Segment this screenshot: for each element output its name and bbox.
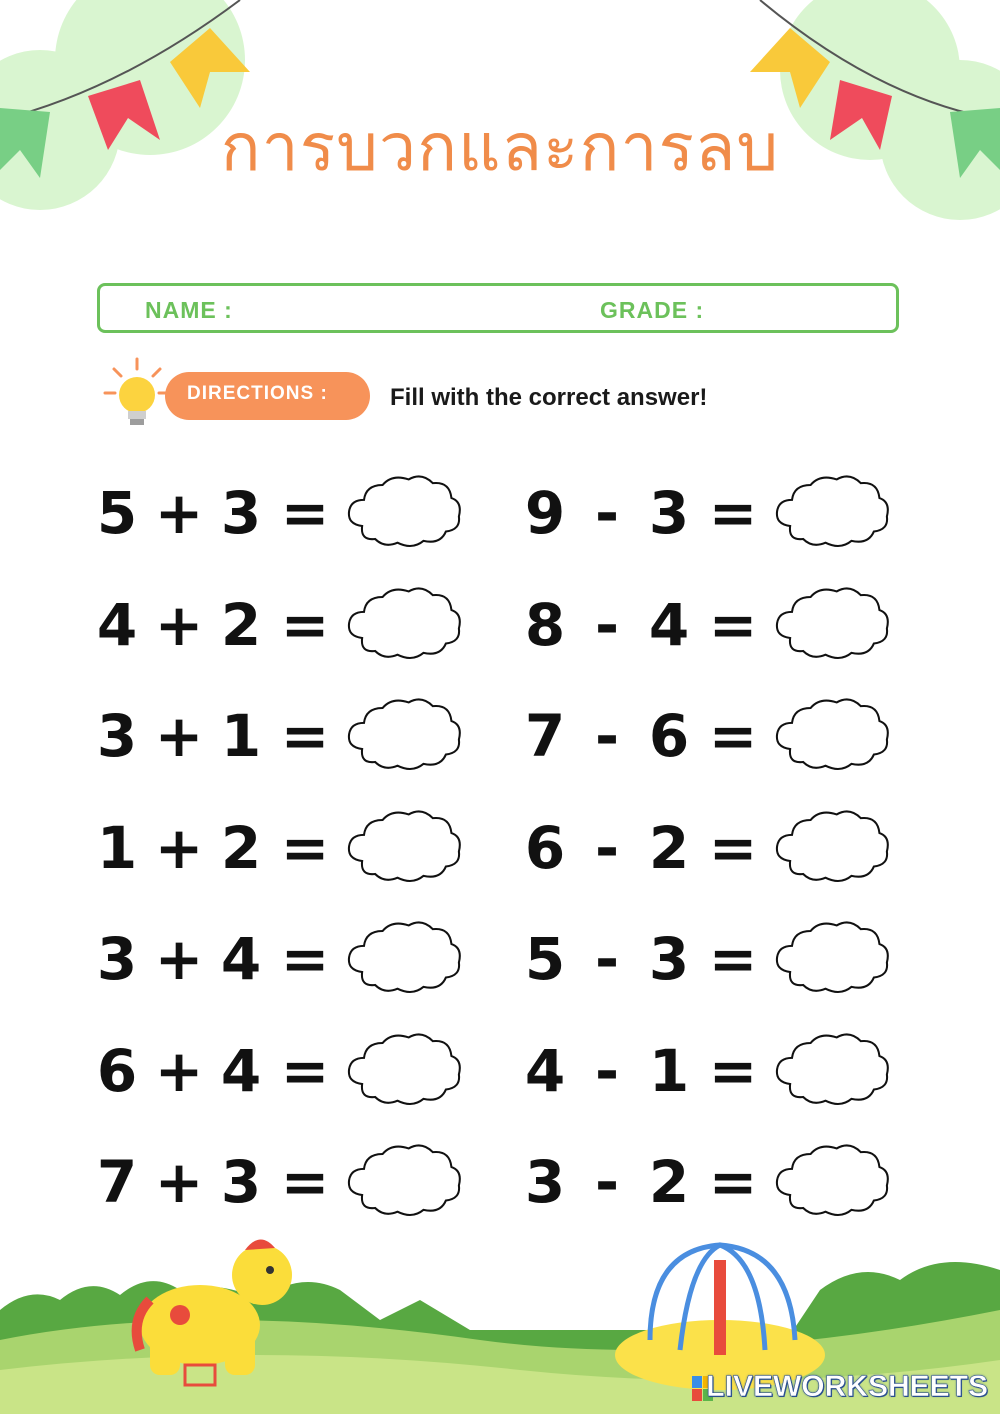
answer-cloud [768, 918, 896, 998]
liveworksheets-brand[interactable]: LIVEWORKSHEETS [706, 1370, 988, 1403]
operand-a: 7 [96, 1148, 138, 1216]
answer-cloud [340, 472, 468, 552]
operand-b: 3 [220, 1148, 262, 1216]
equals-sign: = [708, 702, 758, 770]
math-problem [520, 914, 940, 1004]
grade-field[interactable] [720, 294, 884, 326]
answer-cloud [340, 1030, 468, 1110]
operand-b: 2 [648, 1148, 690, 1216]
answer-cloud [768, 1030, 896, 1110]
math-problem [520, 691, 940, 781]
operand-a: 6 [96, 1036, 138, 1105]
answer-input[interactable] [792, 721, 876, 759]
operator: + [154, 590, 204, 659]
answer-input[interactable] [792, 833, 876, 871]
equals-sign: = [280, 925, 330, 993]
operand-a: 3 [524, 1148, 566, 1216]
page-title: การบวกและการลบ [220, 109, 780, 186]
equals-sign: = [708, 813, 758, 882]
operand-b: 2 [220, 813, 262, 882]
operator: - [594, 702, 620, 770]
operand-b: 2 [648, 813, 690, 882]
answer-input[interactable] [792, 1167, 876, 1205]
answer-input[interactable] [364, 1167, 448, 1205]
math-problem [520, 580, 940, 670]
operand-b: 3 [648, 925, 690, 993]
operator: - [594, 925, 620, 993]
answer-cloud [340, 1141, 468, 1221]
operator: + [154, 925, 204, 993]
operator: + [154, 1148, 204, 1216]
operator: + [154, 1036, 204, 1105]
operand-a: 4 [524, 1036, 566, 1105]
equals-sign: = [280, 1148, 330, 1216]
equals-sign: = [708, 925, 758, 993]
directions-text: Fill with the correct answer! [390, 384, 708, 411]
answer-cloud [768, 584, 896, 664]
equals-sign: = [708, 1036, 758, 1105]
answer-input[interactable] [792, 610, 876, 648]
operand-a: 5 [524, 925, 566, 993]
answer-input[interactable] [792, 1056, 876, 1094]
answer-input[interactable] [364, 498, 448, 536]
answer-input[interactable] [364, 1056, 448, 1094]
math-problem [92, 468, 512, 558]
operator: + [154, 813, 204, 882]
answer-cloud [768, 807, 896, 887]
math-problem [92, 580, 512, 670]
operand-a: 5 [96, 479, 138, 547]
math-problem [520, 1137, 940, 1227]
lightbulb-icon [102, 355, 172, 435]
math-problem [520, 468, 940, 558]
operand-a: 3 [96, 925, 138, 993]
equals-sign: = [708, 1148, 758, 1216]
operator: - [594, 479, 620, 547]
operand-a: 1 [96, 813, 138, 882]
equals-sign: = [280, 479, 330, 547]
operand-b: 4 [648, 590, 690, 659]
operand-a: 8 [524, 590, 566, 659]
answer-input[interactable] [364, 610, 448, 648]
operand-a: 3 [96, 702, 138, 770]
equals-sign: = [280, 702, 330, 770]
answer-input[interactable] [792, 498, 876, 536]
equals-sign: = [280, 590, 330, 659]
answer-cloud [340, 584, 468, 664]
math-problem [92, 691, 512, 781]
student-info-box [97, 283, 899, 333]
answer-cloud [340, 695, 468, 775]
answer-cloud [340, 918, 468, 998]
answer-input[interactable] [792, 944, 876, 982]
operand-b: 2 [220, 590, 262, 659]
operator: - [594, 1036, 620, 1105]
math-problem [92, 1026, 512, 1116]
answer-cloud [768, 695, 896, 775]
answer-input[interactable] [364, 721, 448, 759]
operand-b: 4 [220, 925, 262, 993]
operand-b: 1 [220, 702, 262, 770]
operand-b: 3 [648, 479, 690, 547]
equals-sign: = [708, 479, 758, 547]
math-problem [520, 803, 940, 893]
operator: - [594, 1148, 620, 1216]
merry-go-round-icon [615, 1245, 825, 1390]
answer-cloud [768, 1141, 896, 1221]
equals-sign: = [708, 590, 758, 659]
answer-input[interactable] [364, 833, 448, 871]
operand-a: 4 [96, 590, 138, 659]
answer-input[interactable] [364, 944, 448, 982]
operand-a: 6 [524, 813, 566, 882]
equals-sign: = [280, 1036, 330, 1105]
operator: + [154, 702, 204, 770]
operator: - [594, 813, 620, 882]
equals-sign: = [280, 813, 330, 882]
math-problem [92, 1137, 512, 1227]
name-field[interactable] [250, 294, 584, 326]
operator: + [154, 479, 204, 547]
operator: - [594, 590, 620, 659]
directions-label: DIRECTIONS : [187, 383, 328, 404]
operand-b: 3 [220, 479, 262, 547]
math-problem [92, 914, 512, 1004]
operand-b: 6 [648, 702, 690, 770]
answer-cloud [768, 472, 896, 552]
operand-a: 9 [524, 479, 566, 547]
name-label: NAME : [145, 297, 233, 323]
operand-b: 1 [648, 1036, 690, 1105]
operand-b: 4 [220, 1036, 262, 1105]
math-problem [520, 1026, 940, 1116]
answer-cloud [340, 807, 468, 887]
math-problem [92, 803, 512, 893]
operand-a: 7 [524, 702, 566, 770]
grade-label: GRADE : [600, 297, 705, 323]
